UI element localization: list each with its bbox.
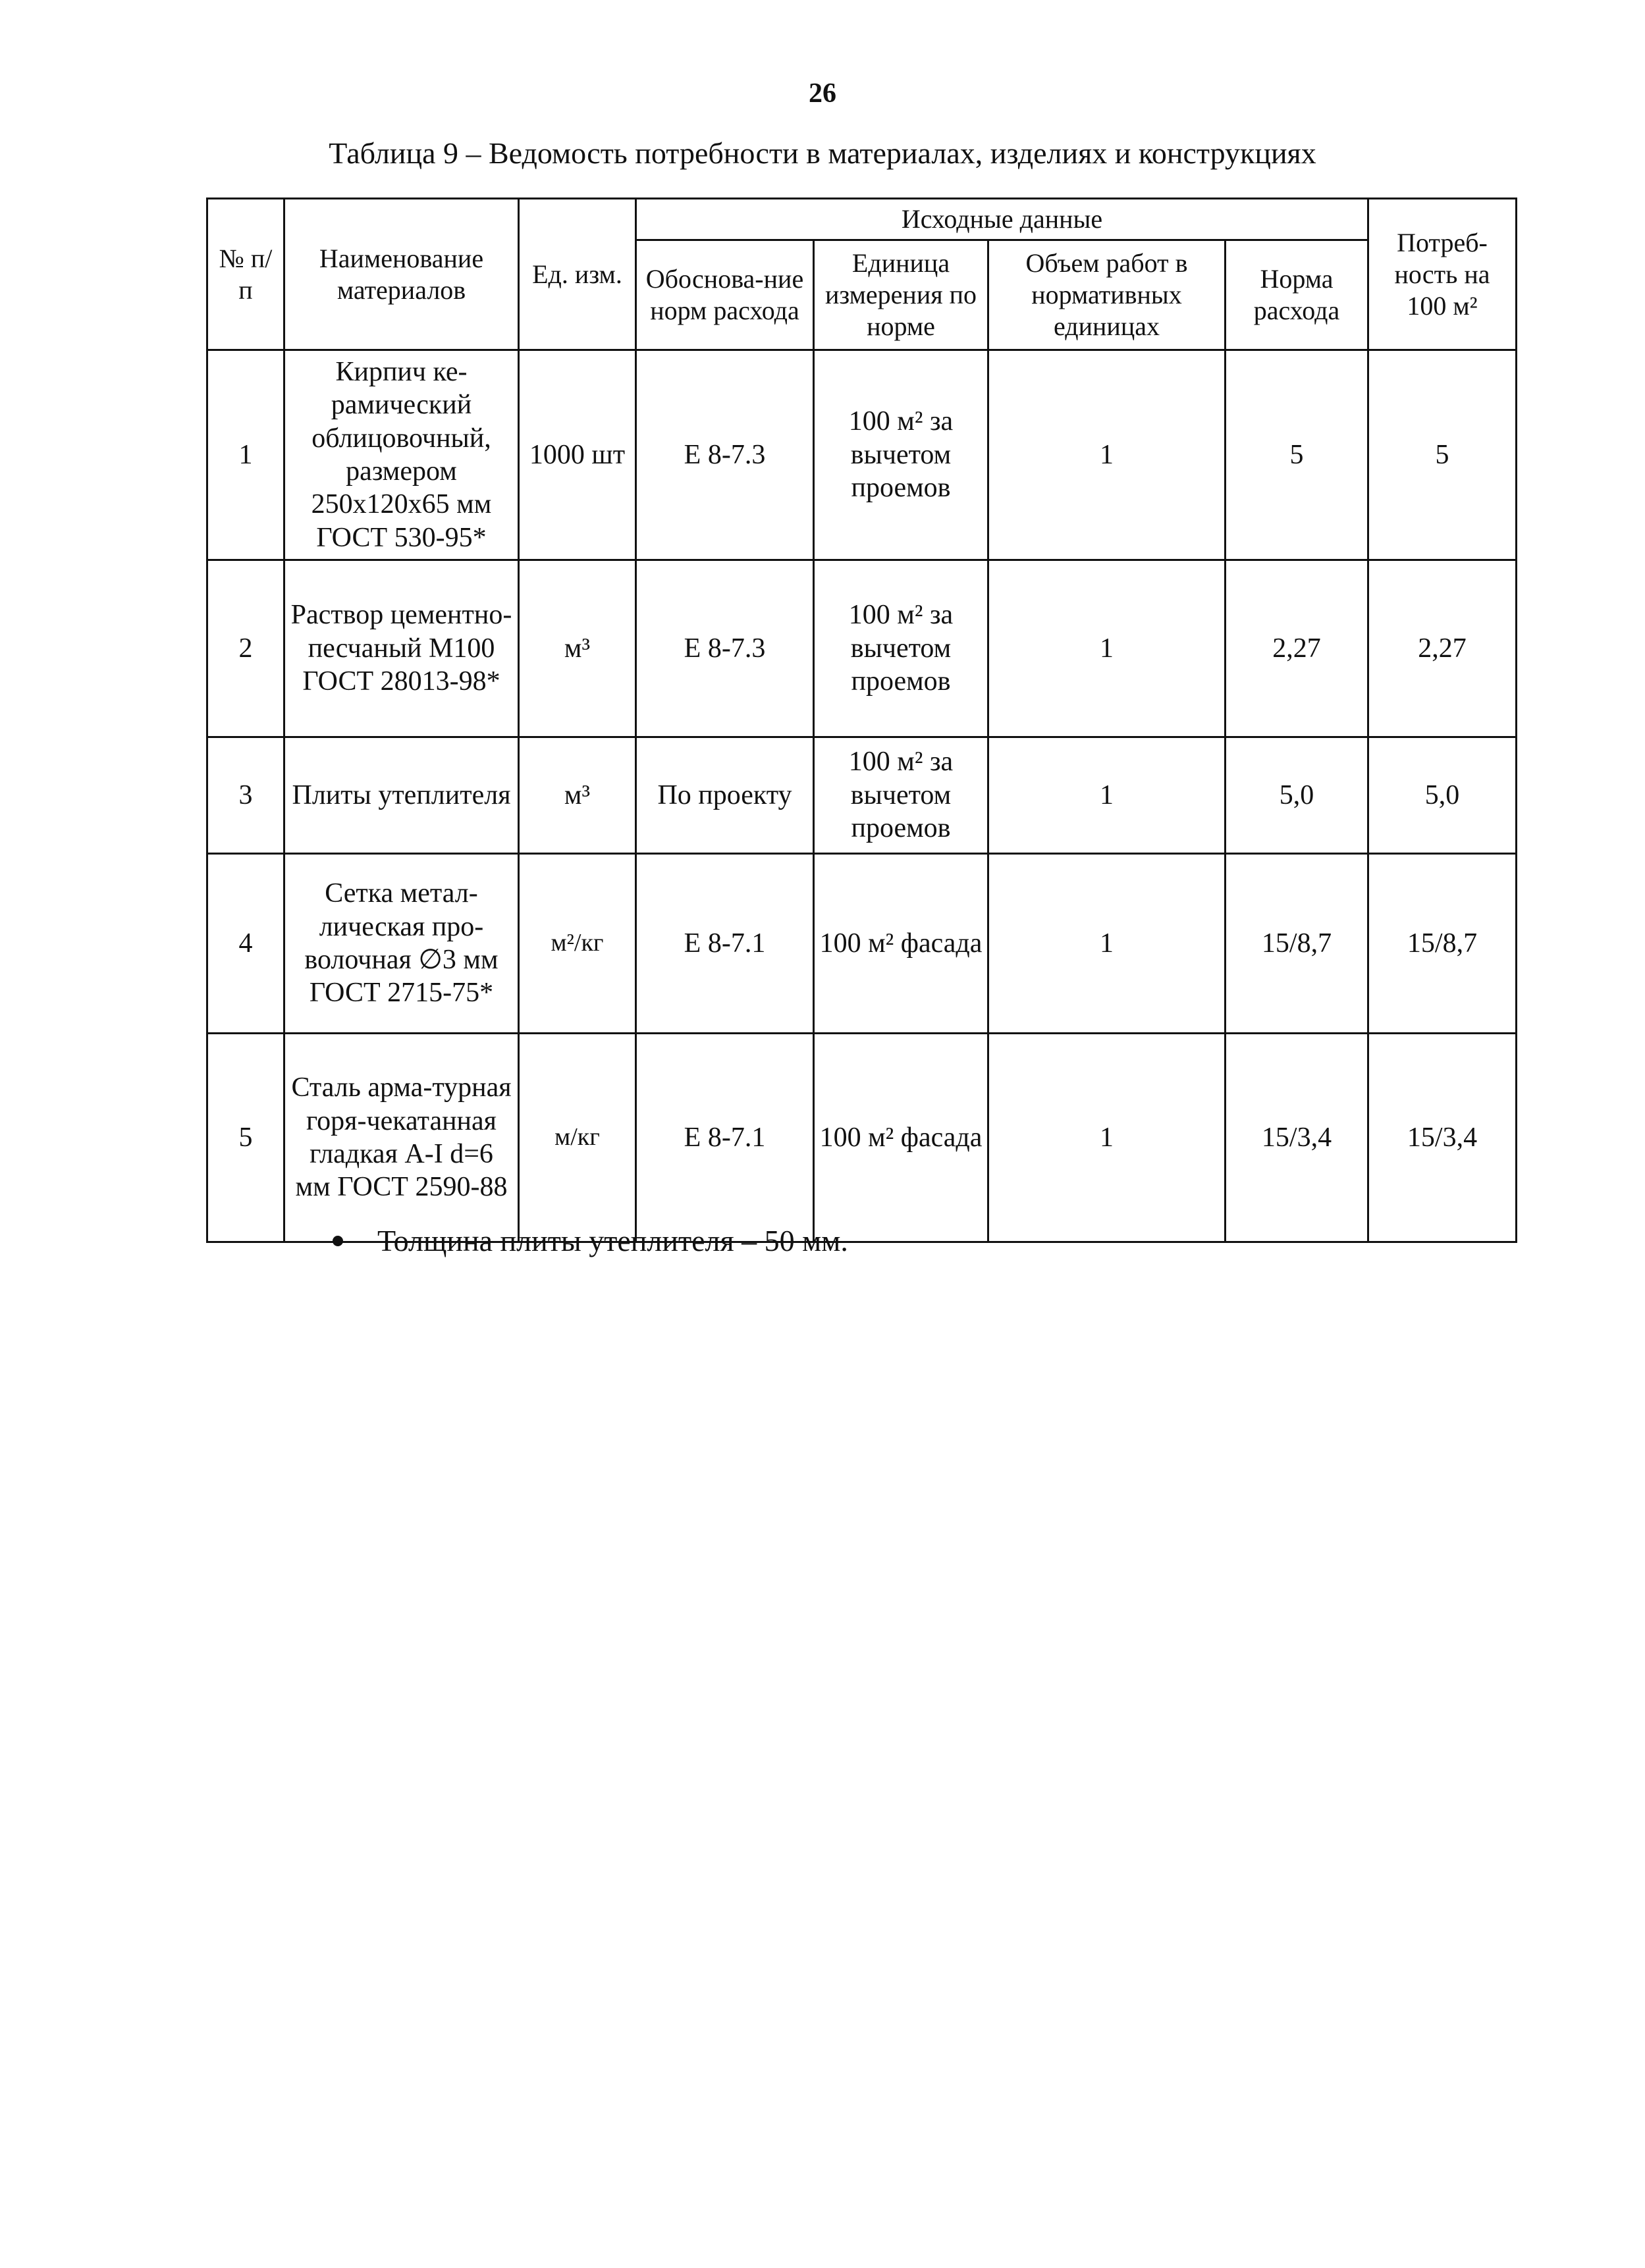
cell-justification: Е 8-7.3 [636,560,814,737]
header-name: Наименование материалов [284,199,519,350]
bullet-icon [333,1236,343,1246]
cell-norm: 5 [1226,350,1368,560]
header-work-volume: Объем работ в нормативных единицах [988,240,1226,350]
cell-unit: м²/кг [519,854,636,1034]
cell-justification: Е 8-7.1 [636,1034,814,1242]
cell-work-volume: 1 [988,560,1226,737]
cell-unit: м/кг [519,1034,636,1242]
cell-need: 15/3,4 [1368,1034,1517,1242]
cell-need: 5,0 [1368,737,1517,854]
materials-table [206,198,1517,1243]
cell-norm-unit: 100 м² за вычетом проемов [814,737,988,854]
cell-norm-unit: 100 м² фасада [814,854,988,1034]
table-caption: Таблица 9 – Ведомость потребности в материалах, изделиях и конструкциях [329,136,1316,170]
table-row [207,737,1517,854]
header-justification: Обоснова-ние норм расхода [636,240,814,350]
page-number: 26 [809,78,836,109]
cell-norm-unit: 100 м² фасада [814,1034,988,1242]
cell-num: 5 [207,1034,284,1242]
table-row [207,350,1517,560]
cell-norm-unit: 100 м² за вычетом проемов [814,560,988,737]
cell-num: 3 [207,737,284,854]
cell-need: 15/8,7 [1368,854,1517,1034]
footnote [333,1223,848,1258]
cell-work-volume: 1 [988,1034,1226,1242]
header-norm: Норма расхода [1226,240,1368,350]
cell-name: Сетка метал-лическая про-волочная ∅3 мм ГОСТ 2715-75* [284,854,519,1034]
cell-justification: По проекту [636,737,814,854]
cell-norm: 15/8,7 [1226,854,1368,1034]
cell-norm: 15/3,4 [1226,1034,1368,1242]
cell-unit: 1000 шт [519,350,636,560]
cell-unit: м³ [519,737,636,854]
cell-num: 4 [207,854,284,1034]
header-need: Потреб-ность на 100 м² [1368,199,1517,350]
cell-name: Кирпич ке-рамический облицовочный, размером 250x120x65 мм ГОСТ 530-95* [284,350,519,560]
cell-need: 5 [1368,350,1517,560]
table-row [207,560,1517,737]
header-num: № п/п [207,199,284,350]
cell-justification: Е 8-7.1 [636,854,814,1034]
cell-work-volume: 1 [988,350,1226,560]
table-row [207,854,1517,1034]
cell-name: Плиты утеплителя [284,737,519,854]
cell-work-volume: 1 [988,737,1226,854]
cell-norm: 2,27 [1226,560,1368,737]
header-source-group: Исходные данные [636,199,1368,240]
cell-norm: 5,0 [1226,737,1368,854]
cell-need: 2,27 [1368,560,1517,737]
cell-num: 1 [207,350,284,560]
header-row-top [207,199,1517,240]
cell-justification: Е 8-7.3 [636,350,814,560]
cell-unit: м³ [519,560,636,737]
header-unit: Ед. изм. [519,199,636,350]
cell-norm-unit: 100 м² за вычетом проемов [814,350,988,560]
cell-name: Раствор цементно-песчаный М100 ГОСТ 28013-98* [284,560,519,737]
cell-num: 2 [207,560,284,737]
cell-work-volume: 1 [988,854,1226,1034]
table-row [207,1034,1517,1242]
cell-name: Сталь арма-турная горя-чекатанная гладкая А-I d=6 мм ГОСТ 2590-88 [284,1034,519,1242]
header-norm-unit: Единица измерения по норме [814,240,988,350]
footnote-text: Толщина плиты утеплителя – 50 мм. [377,1224,848,1257]
